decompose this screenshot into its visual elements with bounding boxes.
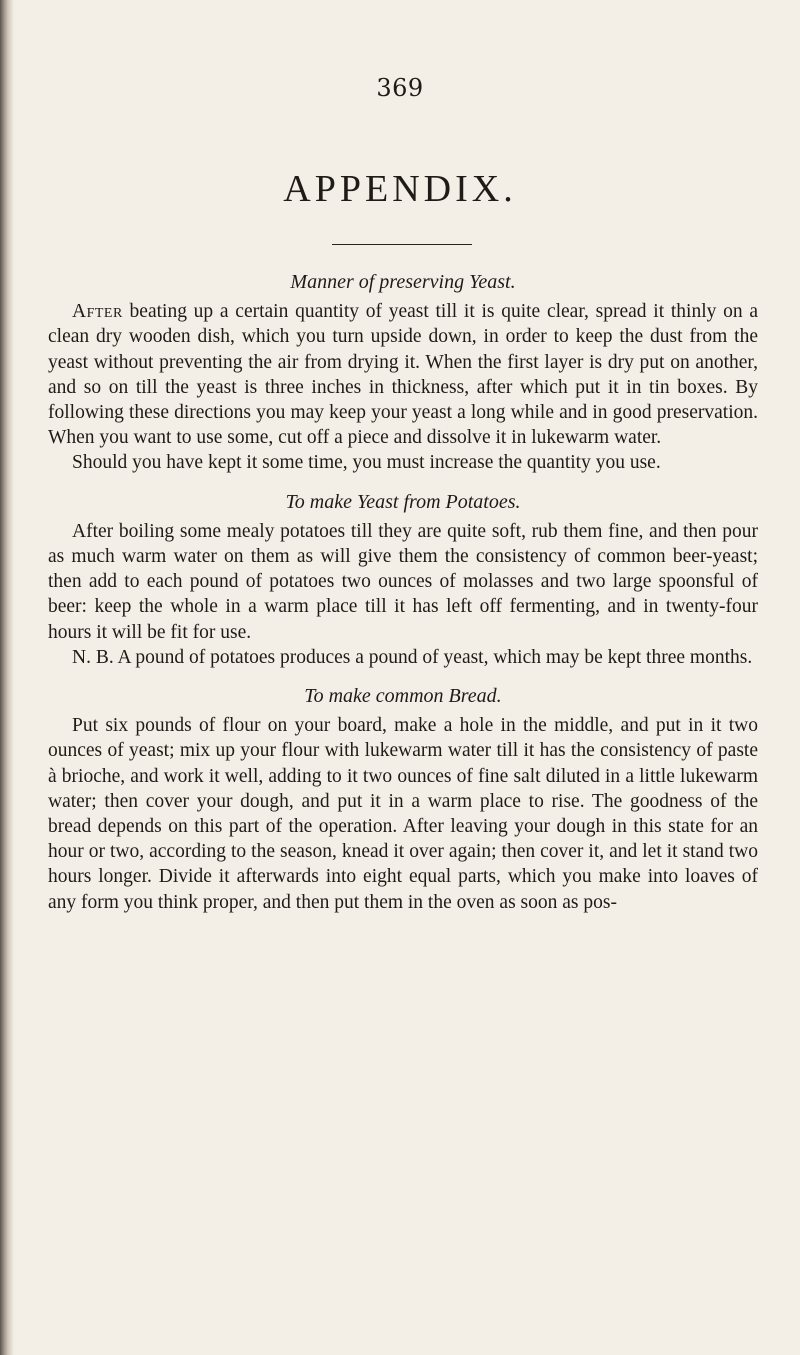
heading-rule [332, 244, 472, 245]
paragraph-note [48, 645, 758, 670]
paragraph-text: beating up a certain quantity of yeast till it is quite clear, spread it thinly on a clean dry wooden dish, which you turn upside down, in order to keep the dust from the yeast without preventing the air from drying it. When the first layer is dry put on another, and so on till the yeast is three inches in thickness, after which put it in tin boxes. By following these directions you may keep your yeast a long while and in good preservation. When you want to use some, cut off a piece and dissolve it in lukewarm water. [48, 301, 758, 449]
section-title-preserving-yeast: Manner of preserving Yeast. [290, 271, 516, 293]
section-title-common-bread: To make common Bread. [304, 685, 502, 708]
paragraph-text: Should you have kept it some time, you must increase the quantity you use. [72, 452, 661, 474]
page-heading: APPENDIX. [283, 168, 517, 210]
paragraph-text: N. B. A pound of potatoes produces a pound of yeast, which may be kept three months. [72, 646, 753, 668]
paragraph [48, 450, 758, 475]
paragraph-text: Put six pounds of flour on your board, make a hole in the middle, and put in it two ounces of yeast; mix up your flour with lukewarm water till it has the consistency of paste à brioche, and work it well, adding to it two ounces of fine salt diluted in a little lukewarm water; then cover your dough, and put it in a warm place to rise. The goodness of the bread depends on this part of the operation. After leaving your dough in this state for an hour or two, according to the season, knead it over again; then cover it, and let it stand two hours longer. Divide it afterwards into eight equal parts, which you make into loaves of any form you think proper, and then put them in the oven as soon as pos- [48, 715, 758, 913]
paragraph [48, 519, 758, 645]
page-number: 369 [376, 74, 424, 102]
paragraph-text: After boiling some mealy potatoes till they are quite soft, rub them fine, and then pour as much warm water on them as will give them the consistency of common beer-yeast; then add to each pound of potatoes two ounces of molasses and two large spoonsful of beer: keep the whole in a warm place till it has left off fermenting, and in twenty-four hours it will be fit for use. [48, 520, 758, 643]
paragraph-lead-word: After [72, 301, 123, 323]
section-title-yeast-from-potatoes: To make Yeast from Potatoes. [285, 490, 521, 513]
page-body [48, 270, 758, 915]
paragraph [48, 299, 758, 450]
paragraph [48, 713, 758, 915]
